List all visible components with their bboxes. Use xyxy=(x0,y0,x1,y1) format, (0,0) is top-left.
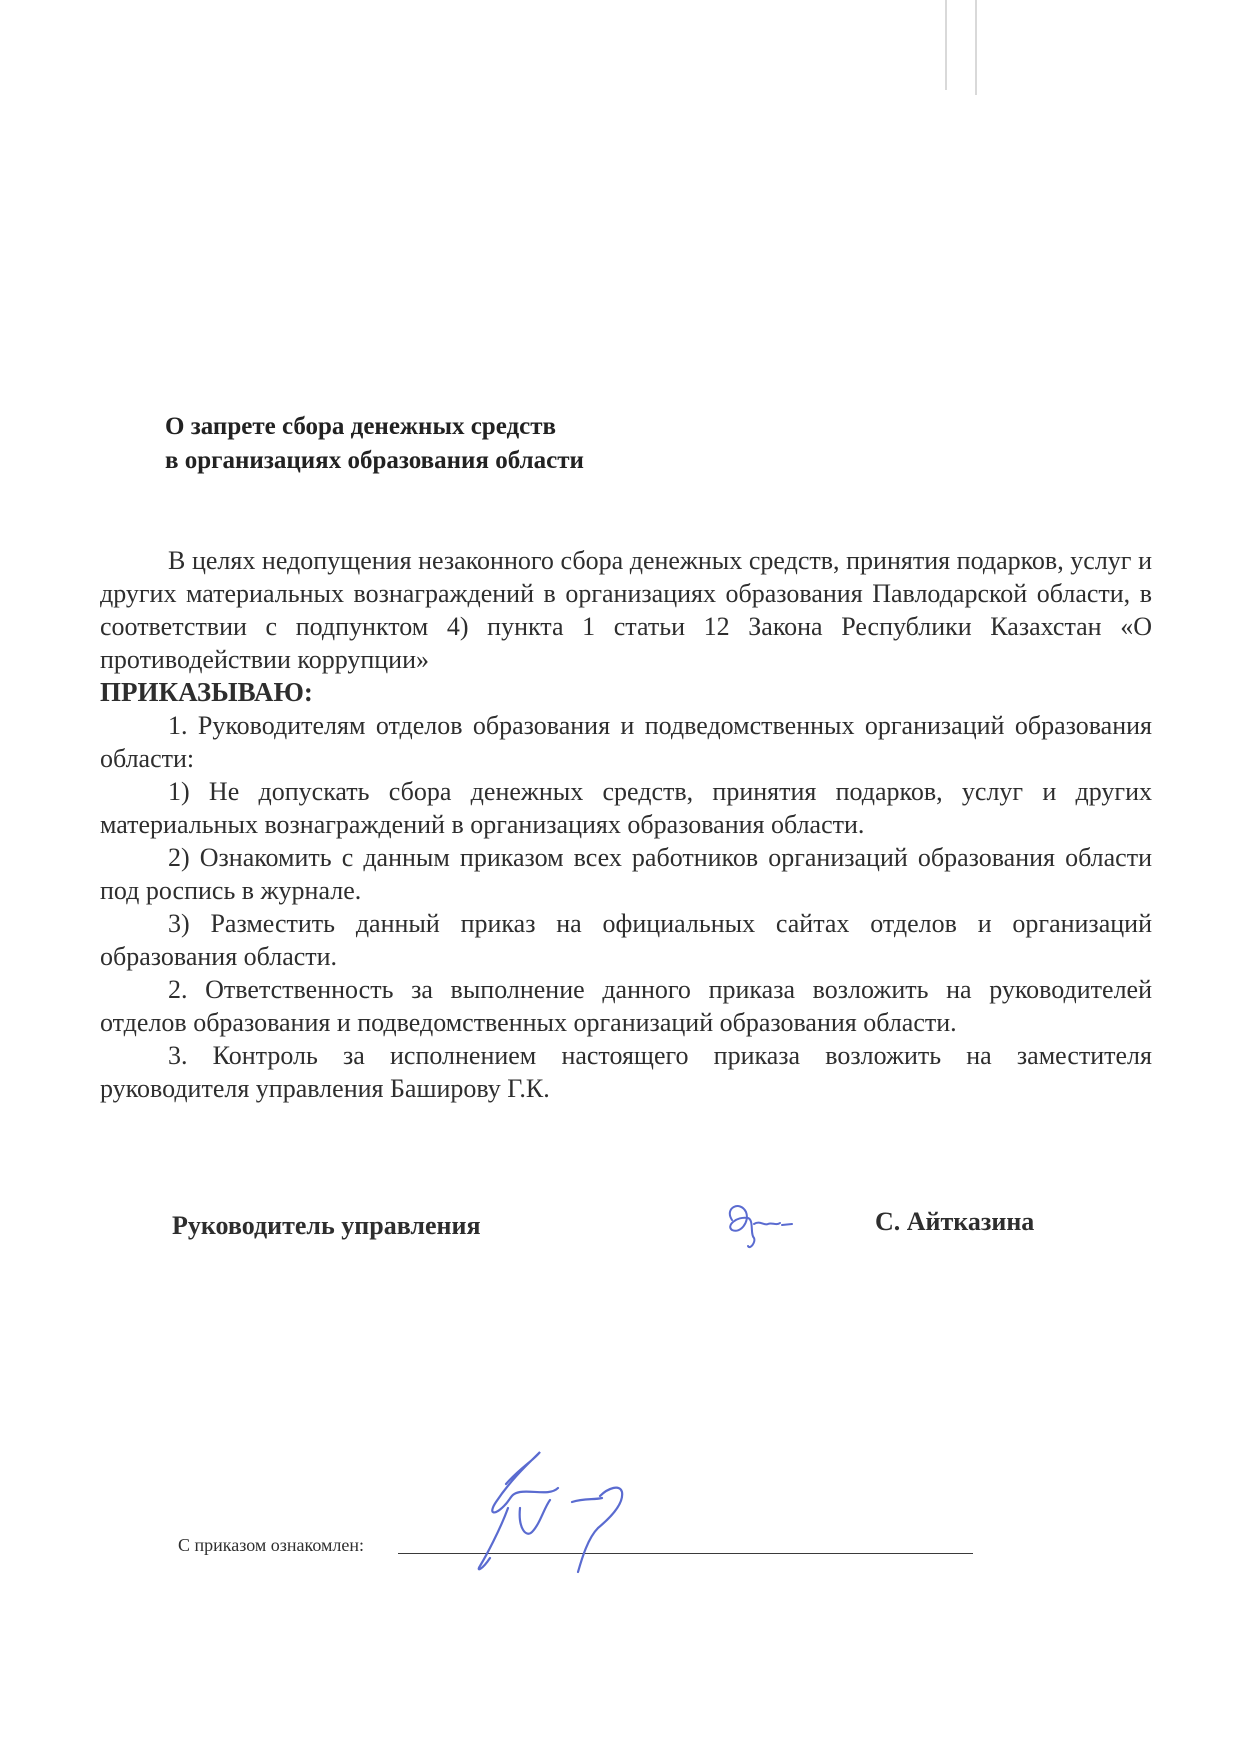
director-signature xyxy=(720,1190,800,1260)
title-line-1: О запрете сбора денежных средств xyxy=(165,413,557,440)
order-item: 2) Ознакомить с данным приказом всех работников организаций образования области под роспись в журнале. xyxy=(100,843,1152,905)
scan-artifact xyxy=(945,0,947,90)
acknowledgement-label: С приказом ознакомлен: xyxy=(178,1535,365,1555)
order-item: 1) Не допускать сбора денежных средств, принятия подарков, услуг и других материальных вознаграждений в организациях образования области. xyxy=(100,777,1152,839)
order-item: 3. Контроль за исполнением настоящего приказа возложить на заместителя руководителя управления Баширову Г.К. xyxy=(100,1041,1152,1103)
signer-role: Руководитель управления xyxy=(172,1211,481,1240)
order-item: 1. Руководителям отделов образования и подведомственных организаций образования области: xyxy=(100,711,1152,773)
title-line-2: в организациях образования области xyxy=(165,447,584,474)
acknowledgement-signature xyxy=(460,1448,660,1578)
document-title xyxy=(165,410,584,478)
signer-name: С. Айтказина xyxy=(875,1207,1035,1236)
order-item: 3) Разместить данный приказ на официальных сайтах отделов и организаций образования области. xyxy=(100,909,1152,971)
document-body xyxy=(100,544,1152,1105)
preamble-paragraph: В целях недопущения незаконного сбора денежных средств, принятия подарков, услуг и других материальных вознаграждений в организациях образования Павлодарской области, в соответствии с подпунктом 4) пункта 1 статьи 12 Закона Республики Казахстан «О противодействии коррупции» xyxy=(100,546,1152,674)
order-item: 2. Ответственность за выполнение данного приказа возложить на руководителей отделов образования и подведомственных организаций образования области. xyxy=(100,975,1152,1037)
order-word: ПРИКАЗЫВАЮ: xyxy=(100,677,313,707)
signature-block xyxy=(0,1203,1242,1263)
scan-artifact xyxy=(975,0,977,95)
